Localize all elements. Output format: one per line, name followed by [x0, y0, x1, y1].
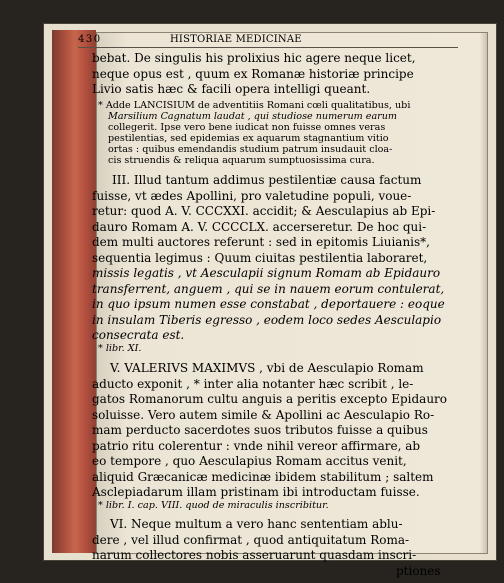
text-line: bebat. De singulis his prolixius hic agere neque licet, [92, 51, 416, 65]
text-line: aliquid Græcanicæ medicinæ ibidem stabilitum ; saltem [92, 469, 434, 484]
red-page-edge [52, 30, 96, 553]
text-line: narum collectores nobis asseruarunt quasdam inscri- [92, 548, 417, 562]
footnote-line: cis struendis & reliqua aquarum sumptuosissima cura. [108, 155, 375, 166]
footnote-line: ortas : quibus emendandis studium patrum insudauit cloa- [108, 144, 393, 155]
text-line: sequentia legimus : Quum ciuitas pestilentia laboraret, [92, 250, 428, 265]
text-line: aducto exponit , * inter alia notanter hæc scribit , le- [92, 376, 414, 391]
text-line: transferrent, anguem , qui se in nauem eorum contulerat, [92, 281, 445, 296]
text-line: Livio satis hæc & facili opera intelligi queant. [92, 82, 371, 96]
text-line: VI. Neque multum a vero hanc sententiam ablu- [110, 517, 403, 531]
text-line: patrio ritu colerentur : vnde nihil vereor affirmare, ab [92, 438, 421, 453]
text-line: V. VALERIVS MAXIMVS , vbi de Aesculapio Romam [110, 361, 424, 375]
text-line: retur: quod A. V. CCCXXI. accidit; & Aesculapius ab Epi- [92, 204, 436, 218]
running-head: HISTORIAE MEDICINAE [170, 34, 302, 45]
text-line: dem multi auctores referunt : sed in epitomis Liuianis*, [92, 235, 430, 249]
text-line: eo tempore , quo Aesculapius Romam accitus venit, [92, 454, 407, 468]
text-line: dauro Romam A. V. CCCCLX. accerseretur. De hoc qui- [92, 219, 427, 234]
footnote-line: pestilentias, sed epidemias ex aquarum stagnantium vitio [108, 133, 389, 144]
footnote-line: Marsilium Cagnatum laudat , qui studiose numerum earum [108, 111, 398, 122]
page-number: 430 [78, 34, 102, 45]
text-line: gatos Romanorum cultu anguis a peritis excepto Epidauro [92, 392, 448, 406]
footnote-line: * libr. XI. [98, 343, 142, 354]
text-line: missis legatis , vt Aesculapii signum Romam ab Epidauro [92, 266, 441, 280]
text-line: Asclepiadarum illam pristinam ibi introductam fuisse. [92, 485, 420, 499]
text-line: ptiones [396, 563, 441, 578]
text-line: mam perducto sacerdotes suos tributos fuisse a quibus [92, 423, 428, 437]
text-line: fuisse, vt ædes Apollini, pro valetudine populi, voue- [92, 188, 412, 203]
text-line: neque opus est , quum ex Romanæ historiæ principe [92, 66, 414, 81]
text-line: in insulam Tiberis egresso , eodem loco sedes Aesculapio [92, 312, 442, 327]
header-rule [78, 47, 458, 48]
text-line: in quo ipsum numen esse constabat , deportauere : eoque [92, 297, 445, 311]
footnote-line: * Adde LANCISIUM de adventitiis Romani cœli qualitatibus, ubi [98, 100, 411, 111]
text-line: dere , vel illud confirmat , quod antiquitatum Roma- [92, 532, 410, 547]
text-line: soluisse. Vero autem simile & Apollini ac Aesculapio Ro- [92, 407, 435, 422]
text-line: consecrata est. [92, 328, 185, 342]
spine-shadow [480, 32, 488, 554]
text-line: III. Illud tantum addimus pestilentiæ causa factum [112, 173, 422, 187]
footnote-line: collegerit. Ipse vero bene iudicat non fuisse omnes veras [108, 122, 386, 133]
footnote-line: * libr. I. cap. VIII. quod de miraculis inscribitur. [98, 500, 329, 511]
running-header [78, 34, 460, 48]
